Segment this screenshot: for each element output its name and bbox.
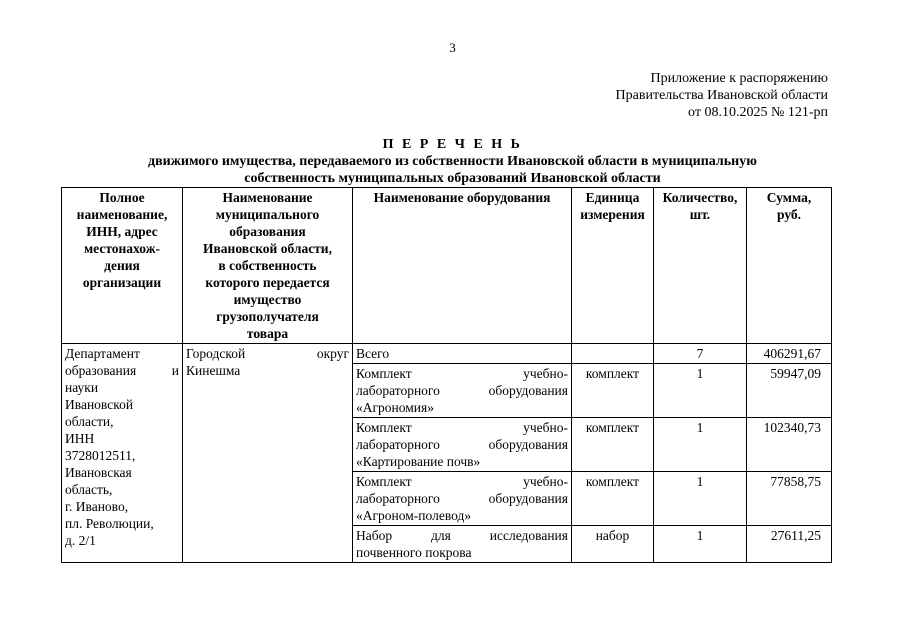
title-heading: П Е Р Е Ч Е Н Ь — [382, 137, 523, 152]
sum-cell: 77858,75 — [747, 472, 832, 526]
header-unit: Единица измерения — [572, 188, 654, 344]
quantity-cell: 7 — [654, 344, 747, 364]
header-sum: Сумма, руб. — [747, 188, 832, 344]
equipment-name-cell: Комплект учебно- лабораторного оборудования «Агроном-полевод» — [353, 472, 572, 526]
sum-cell: 102340,73 — [747, 418, 832, 472]
header-municipality: Наименование муниципального образования Ивановской области, в собственность которого передается имущество грузополучателя товара — [183, 188, 353, 344]
header-organization: Полное наименование, ИНН, адрес местонахож- дения организации — [62, 188, 183, 344]
unit-cell — [572, 344, 654, 364]
sum-cell: 27611,25 — [747, 526, 832, 563]
appendix-line: Правительства Ивановской области — [615, 88, 828, 103]
quantity-cell: 1 — [654, 364, 747, 418]
unit-cell: комплект — [572, 418, 654, 472]
quantity-cell: 1 — [654, 418, 747, 472]
unit-cell: комплект — [572, 364, 654, 418]
unit-cell: комплект — [572, 472, 654, 526]
title-line: движимого имущества, передаваемого из собственности Ивановской области в муниципальную — [148, 154, 757, 169]
header-equipment-name: Наименование оборудования — [353, 188, 572, 344]
table-row — [62, 344, 832, 364]
appendix-line: Приложение к распоряжению — [650, 71, 828, 86]
table-header-row — [62, 188, 832, 344]
sum-cell: 406291,67 — [747, 344, 832, 364]
quantity-cell: 1 — [654, 526, 747, 563]
property-list-table — [61, 187, 832, 563]
equipment-name-cell: Комплект учебно- лабораторного оборудования «Агрономия» — [353, 364, 572, 418]
quantity-cell: 1 — [654, 472, 747, 526]
header-quantity: Количество, шт. — [654, 188, 747, 344]
equipment-name-cell: Комплект учебно- лабораторного оборудования «Картирование почв» — [353, 418, 572, 472]
equipment-name-cell: Всего — [353, 344, 572, 364]
document-title — [0, 136, 905, 187]
equipment-name-cell: Набор для исследования почвенного покрова — [353, 526, 572, 563]
organization-cell: Департамент образования и науки Ивановской области, ИНН 3728012511, Ивановская область, г. Иваново, пл. Революции, д. 2/1 — [62, 344, 183, 563]
title-line: собственность муниципальных образований Ивановской области — [244, 171, 661, 186]
appendix-line: от 08.10.2025 № 121-рп — [688, 105, 828, 120]
appendix-note — [616, 70, 828, 121]
unit-cell: набор — [572, 526, 654, 563]
sum-cell: 59947,09 — [747, 364, 832, 418]
page-number: 3 — [449, 40, 456, 55]
municipality-cell: Городской округ Кинешма — [183, 344, 353, 563]
